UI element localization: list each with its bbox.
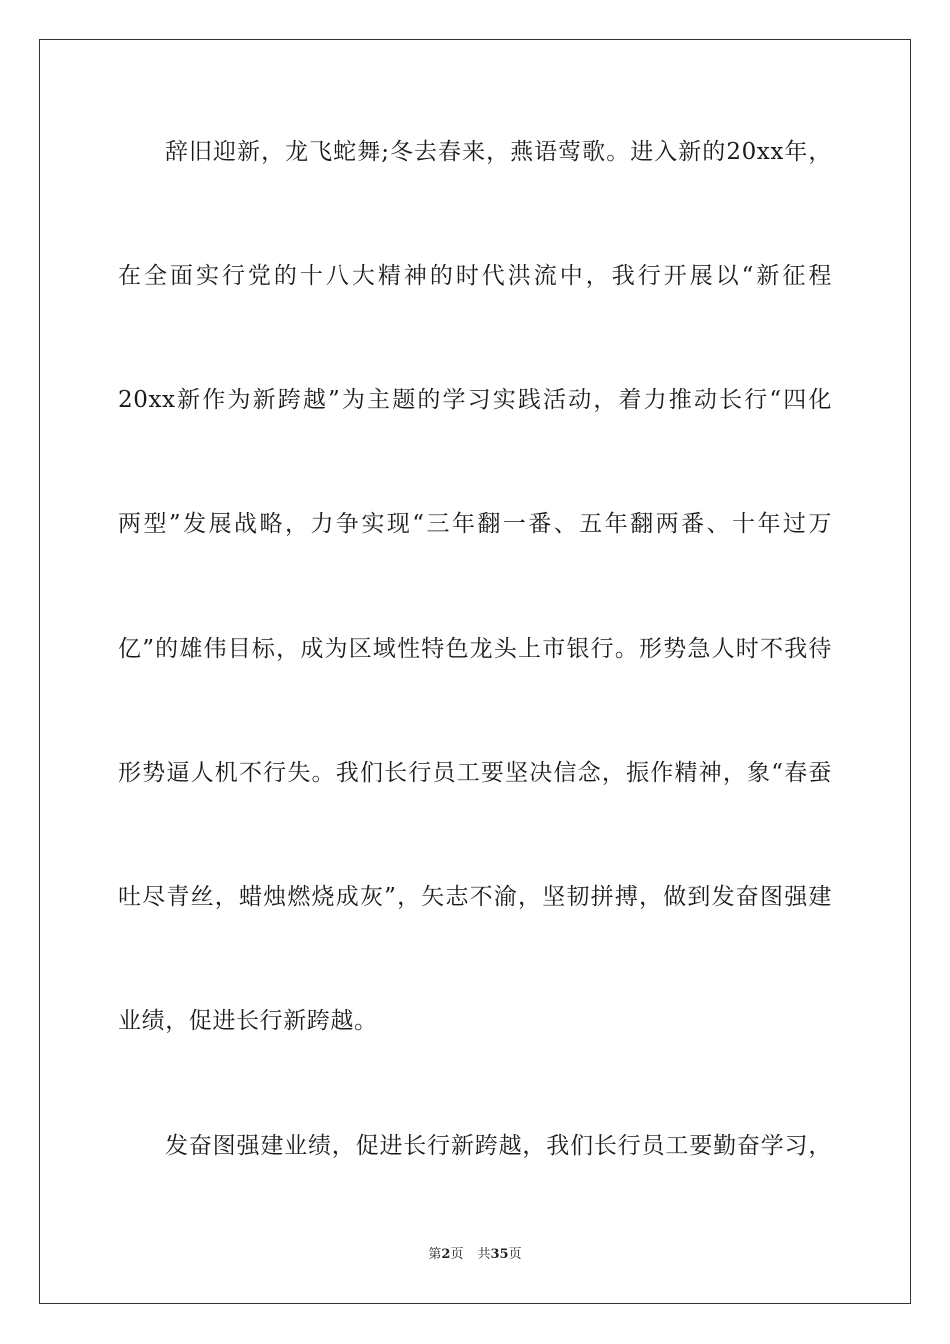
page-label-suffix: 页 [450, 1247, 464, 1262]
paragraph-line: 吐尽青丝，蜡烛燃烧成灰”，矢志不渝，坚韧拼搏，做到发奋图强建 [118, 884, 832, 910]
page-border [39, 39, 911, 1304]
paragraph-line: 在全面实行党的十八大精神的时代洪流中，我行开展以“新征程 [118, 263, 832, 289]
paragraph-line: 两型”发展战略，力争实现“三年翻一番、五年翻两番、十年过万 [118, 511, 832, 537]
paragraph-line: 亿”的雄伟目标，成为区域性特色龙头上市银行。形势急人时不我待 [118, 636, 832, 662]
total-pages: 35 [490, 1247, 509, 1262]
paragraph-line: 发奋图强建业绩，促进长行新跨越，我们长行员工要勤奋学习， [165, 1133, 832, 1159]
total-label-suffix: 页 [508, 1247, 522, 1262]
page-number: 2 [441, 1247, 451, 1262]
paragraph-line: 20xx新作为新跨越”为主题的学习实践活动，着力推动长行“四化 [118, 387, 832, 413]
page-label-prefix: 第 [428, 1247, 442, 1262]
total-label-prefix: 共 [477, 1247, 491, 1262]
paragraph-line: 辞旧迎新，龙飞蛇舞;冬去春来，燕语莺歌。进入新的20xx年， [165, 139, 832, 165]
page-footer [0, 1246, 950, 1264]
paragraph-line: 业绩，促进长行新跨越。 [118, 1008, 378, 1034]
paragraph-line: 形势逼人机不行失。我们长行员工要坚决信念，振作精神，象“春蚕 [118, 760, 832, 786]
